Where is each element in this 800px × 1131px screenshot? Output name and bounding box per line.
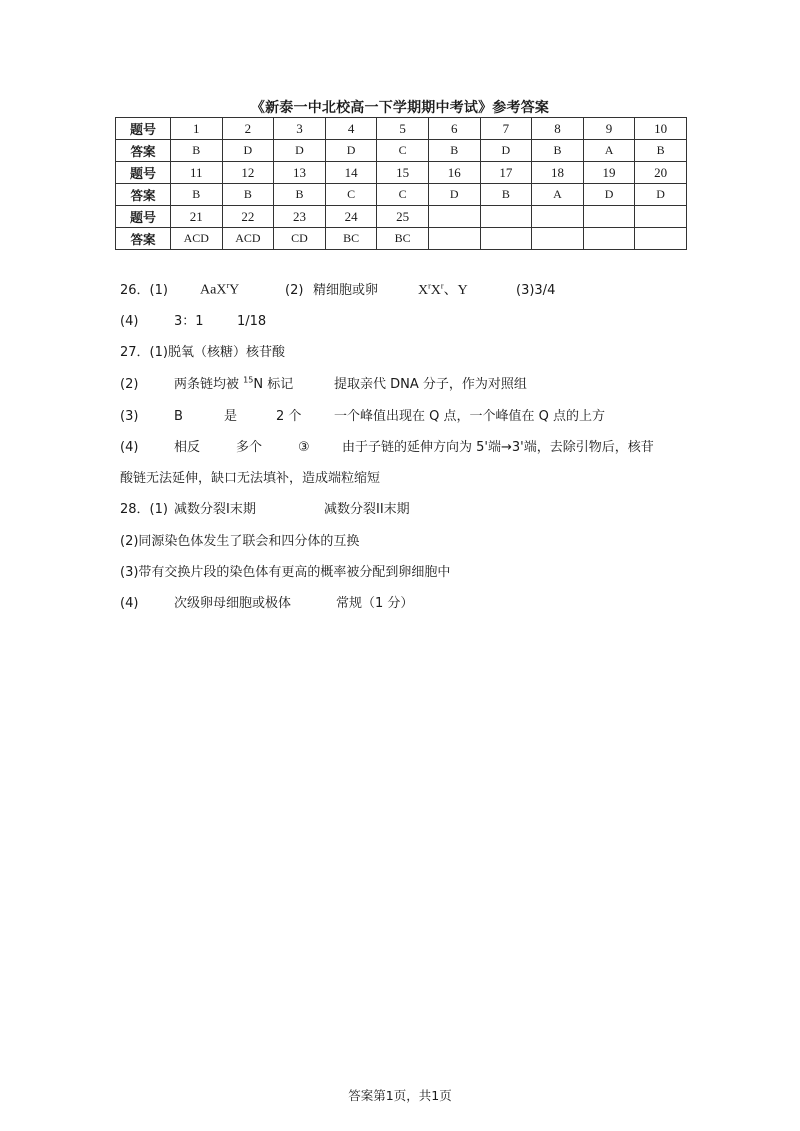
table-cell: D bbox=[274, 140, 326, 162]
table-cell: 19 bbox=[583, 162, 635, 184]
table-cell: C bbox=[377, 140, 429, 162]
row-header: 题号 bbox=[116, 118, 171, 140]
table-cell: D bbox=[222, 140, 274, 162]
q27-isotope-sup: 15 bbox=[243, 375, 254, 385]
table-cell: 4 bbox=[325, 118, 377, 140]
q26-part2-label: (2) bbox=[285, 283, 304, 298]
table-cell bbox=[428, 206, 480, 228]
table-cell: 15 bbox=[377, 162, 429, 184]
table-cell: 2 bbox=[222, 118, 274, 140]
q27-part4-a: 相反 bbox=[174, 440, 201, 455]
q26-number: 26．(1) bbox=[120, 283, 168, 298]
table-cell: B bbox=[532, 140, 584, 162]
table-cell: D bbox=[480, 140, 532, 162]
q27-part4-b: 多个 bbox=[236, 440, 263, 455]
table-cell: 8 bbox=[532, 118, 584, 140]
q27-part3-a: B bbox=[174, 409, 183, 424]
table-cell: B bbox=[171, 184, 223, 206]
table-row bbox=[116, 206, 687, 228]
q26-part4-probability: 1/18 bbox=[237, 314, 267, 329]
q26-part4-ratio: 3：1 bbox=[174, 314, 204, 329]
table-cell: B bbox=[274, 184, 326, 206]
table-cell bbox=[532, 228, 584, 250]
table-cell bbox=[532, 206, 584, 228]
document-title: 《新泰一中北校高一下学期期中考试》参考答案 bbox=[250, 100, 550, 116]
q28-line2: (2)同源染色体发生了联会和四分体的互换 bbox=[120, 534, 360, 549]
q26-genotype-sup: r bbox=[226, 281, 230, 291]
q27-part4-c: ③ bbox=[298, 440, 310, 455]
table-cell: 20 bbox=[635, 162, 687, 184]
q28-part4-a: 次级卵母细胞或极体 bbox=[174, 596, 292, 611]
q28-part4-b: 常规（1 分） bbox=[336, 596, 414, 611]
q28-line1 bbox=[120, 498, 410, 517]
table-cell: CD bbox=[274, 228, 326, 250]
q27-line3 bbox=[120, 405, 605, 424]
table-cell bbox=[635, 228, 687, 250]
table-cell: BC bbox=[325, 228, 377, 250]
q28-line4 bbox=[120, 592, 413, 611]
q26-part3-answer: (3)3/4 bbox=[516, 283, 556, 298]
table-cell: ACD bbox=[171, 228, 223, 250]
table-cell: 17 bbox=[480, 162, 532, 184]
q26-line1 bbox=[120, 279, 555, 299]
q27-part3-c: 2 个 bbox=[276, 409, 302, 424]
table-cell: B bbox=[635, 140, 687, 162]
table-cell: 25 bbox=[377, 206, 429, 228]
q26-genotype-base: AaX bbox=[200, 283, 227, 298]
table-cell: D bbox=[325, 140, 377, 162]
row-header: 题号 bbox=[116, 206, 171, 228]
q28-part4-label: (4) bbox=[120, 596, 139, 611]
q26-gamete-sup2: r bbox=[440, 281, 444, 291]
page-footer: 答案第1页，共1页 bbox=[348, 1088, 452, 1103]
table-cell: A bbox=[532, 184, 584, 206]
q26-genotype-tail: Y bbox=[229, 283, 240, 298]
table-cell: C bbox=[377, 184, 429, 206]
table-row bbox=[116, 140, 687, 162]
q27-label-text: 两条链均被 bbox=[174, 377, 240, 392]
table-cell bbox=[635, 206, 687, 228]
q27-part4-label: (4) bbox=[120, 440, 139, 455]
table-cell: 23 bbox=[274, 206, 326, 228]
q26-line2 bbox=[120, 310, 266, 329]
table-cell: 5 bbox=[377, 118, 429, 140]
q26-gamete-x1: X bbox=[418, 283, 429, 298]
table-cell bbox=[480, 206, 532, 228]
q27-part3-d: 一个峰值出现在 Q 点，一个峰值在 Q 点的上方 bbox=[334, 409, 605, 424]
table-cell: D bbox=[583, 184, 635, 206]
table-cell: C bbox=[325, 184, 377, 206]
table-cell: A bbox=[583, 140, 635, 162]
row-header: 答案 bbox=[116, 228, 171, 250]
table-row bbox=[116, 118, 687, 140]
q27-line1: 27．(1)脱氧（核糖）核苷酸 bbox=[120, 345, 285, 360]
table-cell: 14 bbox=[325, 162, 377, 184]
row-header: 答案 bbox=[116, 184, 171, 206]
q26-gametes bbox=[418, 279, 516, 299]
q27-part2-label: (2) bbox=[120, 377, 139, 392]
table-cell: B bbox=[480, 184, 532, 206]
table-cell: 16 bbox=[428, 162, 480, 184]
table-cell: B bbox=[428, 140, 480, 162]
q26-genotype bbox=[200, 281, 285, 299]
answer-table bbox=[115, 117, 687, 250]
table-cell bbox=[480, 228, 532, 250]
row-header: 答案 bbox=[116, 140, 171, 162]
table-row bbox=[116, 228, 687, 250]
table-cell: 12 bbox=[222, 162, 274, 184]
q27-part2-a bbox=[174, 373, 334, 392]
q27-line5: 酸链无法延伸，缺口无法填补，造成端粒缩短 bbox=[120, 471, 381, 486]
table-cell: 3 bbox=[274, 118, 326, 140]
table-cell bbox=[428, 228, 480, 250]
table-cell bbox=[583, 206, 635, 228]
table-cell: 1 bbox=[171, 118, 223, 140]
answer-table-body bbox=[116, 118, 687, 250]
q27-label-text-post: N 标记 bbox=[253, 377, 294, 392]
table-cell: 7 bbox=[480, 118, 532, 140]
table-cell: 11 bbox=[171, 162, 223, 184]
table-row bbox=[116, 162, 687, 184]
table-cell: BC bbox=[377, 228, 429, 250]
q27-part3-b: 是 bbox=[224, 409, 238, 424]
table-cell: 9 bbox=[583, 118, 635, 140]
table-cell bbox=[583, 228, 635, 250]
table-cell: 10 bbox=[635, 118, 687, 140]
table-cell: 18 bbox=[532, 162, 584, 184]
q28-number: 28．(1) bbox=[120, 502, 168, 517]
q26-gamete-sup1: r bbox=[428, 281, 431, 291]
table-cell: B bbox=[171, 140, 223, 162]
table-cell: 21 bbox=[171, 206, 223, 228]
table-cell: 6 bbox=[428, 118, 480, 140]
q26-part2-answer: 精细胞或卵 bbox=[313, 283, 379, 298]
q27-line4 bbox=[120, 436, 654, 455]
q28-line3: (3)带有交换片段的染色体有更高的概率被分配到卵细胞中 bbox=[120, 565, 451, 580]
q26-part4-label: (4) bbox=[120, 314, 139, 329]
table-cell: B bbox=[222, 184, 274, 206]
table-cell: D bbox=[428, 184, 480, 206]
q28-part1-b: 减数分裂II末期 bbox=[324, 502, 410, 517]
table-row bbox=[116, 184, 687, 206]
q26-gamete-tail: 、Y bbox=[443, 283, 468, 298]
q26-gamete-x2: X bbox=[430, 283, 441, 298]
q27-part4-d: 由于子链的延伸方向为 5'端→3'端，去除引物后，核苷 bbox=[342, 440, 654, 455]
table-cell: D bbox=[635, 184, 687, 206]
q27-part3-label: (3) bbox=[120, 409, 139, 424]
row-header: 题号 bbox=[116, 162, 171, 184]
table-cell: ACD bbox=[222, 228, 274, 250]
q27-line2 bbox=[120, 373, 527, 392]
q28-part1-a: 减数分裂I末期 bbox=[174, 502, 256, 517]
q27-part2-b: 提取亲代 DNA 分子，作为对照组 bbox=[334, 377, 527, 392]
table-cell: 13 bbox=[274, 162, 326, 184]
table-cell: 22 bbox=[222, 206, 274, 228]
table-cell: 24 bbox=[325, 206, 377, 228]
